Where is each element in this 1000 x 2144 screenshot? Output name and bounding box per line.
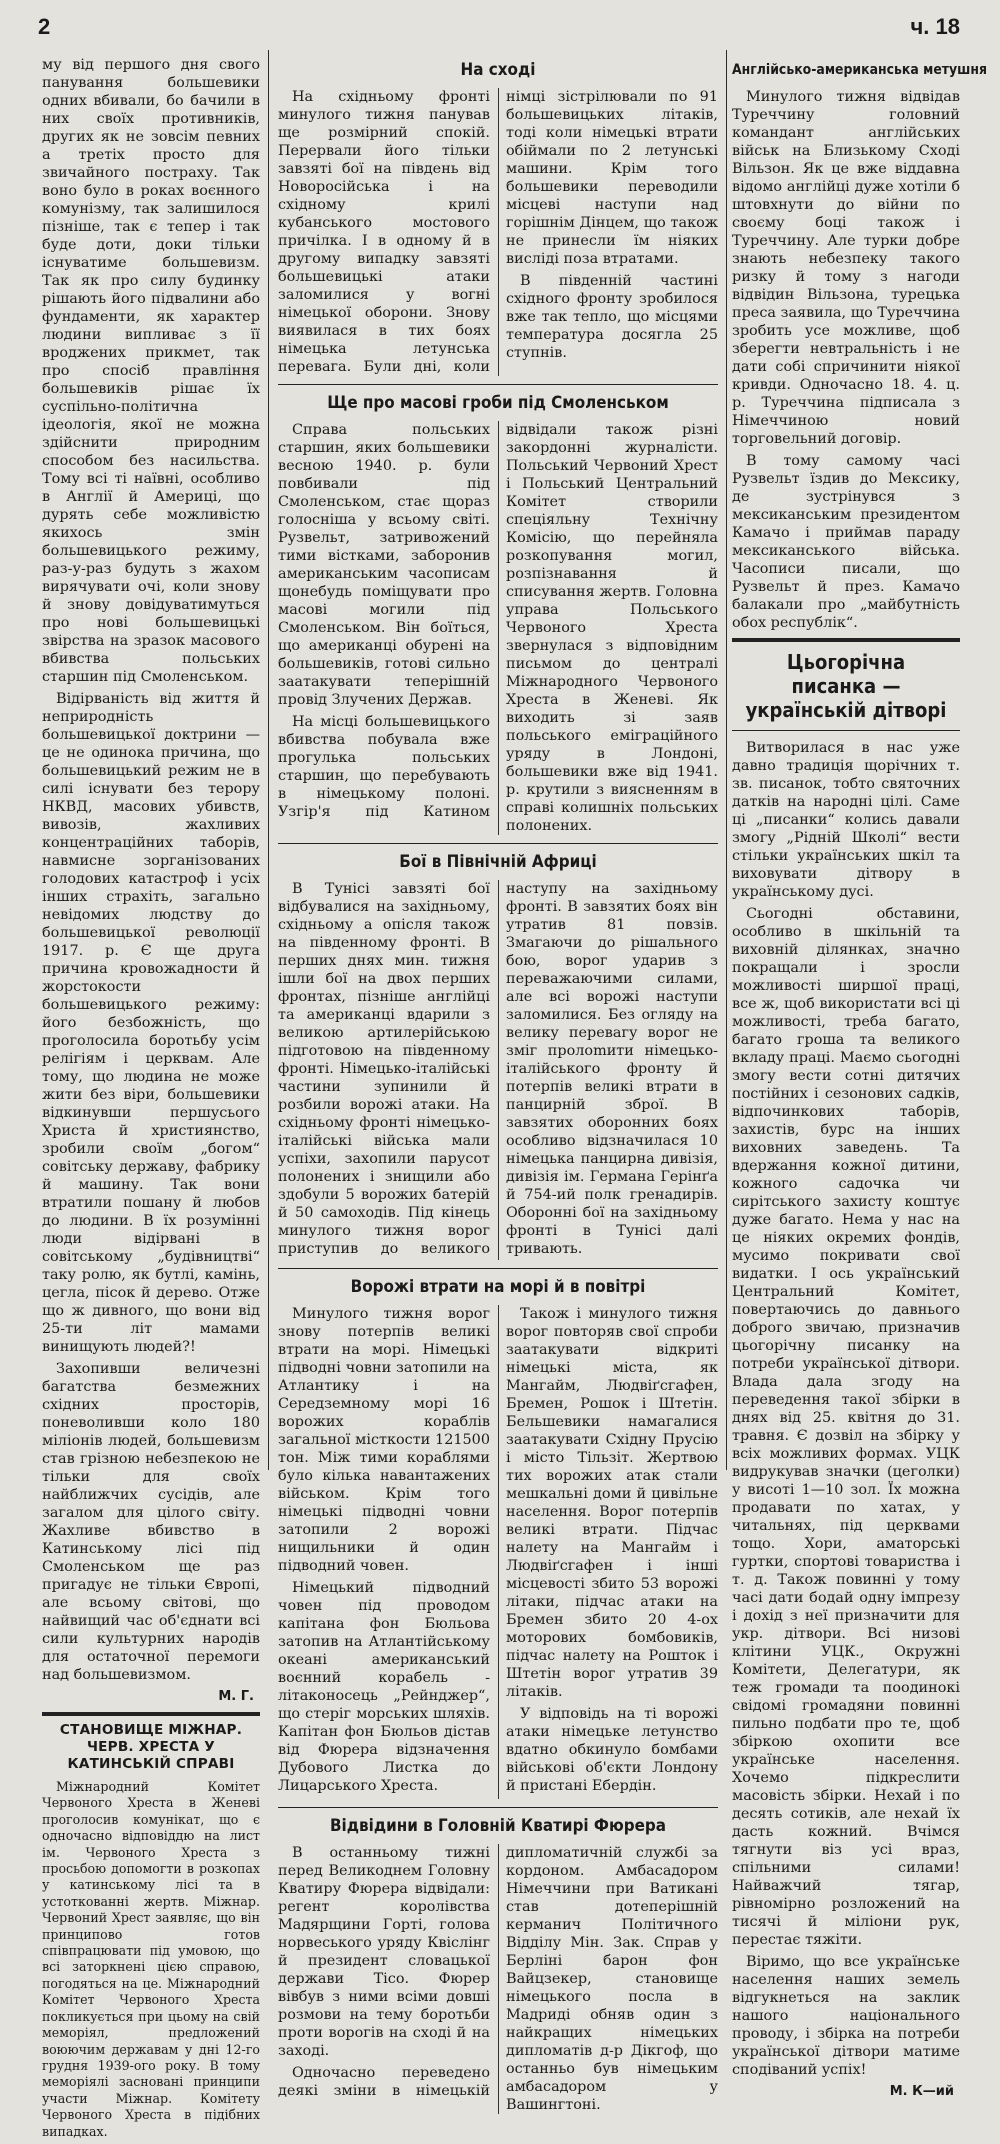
headline-east-front: На сході [460,60,536,79]
column-left [42,56,260,2144]
article-sea-air-losses [278,1305,718,1799]
section-rule [732,730,960,731]
article-paragraph: В Тунісі завзяті бої відбувалися на західньому, східньому а опісля також на південному фронті. В перших днях мин. тижня ішли бої на двох перших фронтах, пізніше англійці та американці вдарили з великою артилерійською підготовою на південному фронті. Німецько-італійські частини зупинили й розбили ворожі атаки. На східньому фронті німецько-італійські війська мали успіхи, захопили парусот полонених і знищили або здобули 5 ворожих батерій й 50 самоходів. Під кінець минулого тижня ворог приступив до великого наступу на західньому фронті. В завзятих боях він утратив 81 повзів. Змагаючи до рішального бою, ворог ударив з переважаючими силами, але всі ворожі наступи заломилися. Без огляду на велику перевагу ворог не зміг пролomити німецько-італійського фронту й потерпів великі втрати в панцирній зброї. В завзятих оборонних боях особливо відзначилася 10 німецька панцирна дивізія, дивізія ім. Германа Герінґа й 754-ий полк гренадирів. Оборонні бої на західньому фронті в Тунісі далі тривають. [278,881,718,1257]
article-paragraph: Справа польських старшин, яких большевики весною 1940. р. були повбивали під Смоленськом, стає щораз голоснішa у всьому світі. Рузвельт, затривожений тими вістками, заборонив американським часописам щонебудь поміщувати про масові могили під Смоленськом. Він боїться, що американці обурені на большевиків, готові сильно заатакувати теперішній провід Злучених Держав. [278,422,490,708]
author-signature: М. К—ий [889,2084,954,2099]
column-right [732,56,988,2101]
article-paragraph: Також і минулого тижня ворог повторяв свої спроби заатакувати відкриті німецькі міста, як Мангайм, Людвіґсгафен, Бремен, Рошок і Штетін. Бельшевики намагалися заатакувати Східну Прусію і місто Тільзіт. Жертвою тих ворожих атак стали мешкальні доми й цивільне населення. Ворог потерпів великі втрати. Підчас налету на Мангайм і Людвіґсгафен і інші місцевості збито 53 ворожі літаки, підчас атаки на Бремен збито 20 4-ох моторових бомбовиків, підчас налету на Рошток і Штетін ворог утратив 39 літаків. [506,1306,718,1700]
article-east-front [278,88,718,376]
headline-easter-egg: Цьогорічна писанка — українській дітворі [745,650,947,722]
article-north-africa [278,880,718,1260]
section-rule [42,1712,260,1716]
article-paragraph: У відповідь на ті ворожі атаки німецьке летунство вдатно обкинуло бомбами військові об'єкти Лондону й пристані Ебердін. [506,1706,718,1794]
section-rule [278,1268,718,1269]
article-paragraph: Віримо, що все українське населення наших земель відгукнеться на заклик нашого національного проводу, і збірка на потреби української дітвори матиме сподіваний успіх! [732,1954,960,2078]
article-paragraph: Одночасно переведено деякі зміни в німецькій дипломатичній службі за кордоном. Амбасадором Німеччини при Ватикані став дотеперішній керманич Політичного Відділу Мін. Зак. Справ у Берліні барон фон Вайцзекер, становище німецького посла в Мадриді обняв один з найкращих німецьких дипломатів д-р Дікгоф, що останньо був німецьким амбасадором у Вашингтоні. [278,1845,718,2113]
article-paragraph: Минулого тижня відвідав Туреччину головний командант англійських військ на Близькому Сході Вільзон. Як це вже віддавна відомо англійці дуже хотіли б штовхнути до війни по своєму боці також і Туреччину. Але турки добре знають небезпеку такого ризку й тому з нагоди відвідин Вільзона, турецька преса заявила, що Туреччина зробить усе можливе, щоб зберегти невтральність і не дати собі спричинити ніякої кривди. Одночасно 18. 4. ц. р. Туреччина підписала з Німеччиною новий торговельний договір. [732,89,960,447]
article-paragraph: Витворилася в нас уже давно традиція щорічних т. зв. писанок, тобто святочних датків на народні цілі. Саме ці „писанки“ колись давали змогу „Рідній Школі“ вести стільки українських шкіл та виховувати дітвору в українському дусі. [732,740,960,900]
article-paragraph: В останньому тижні перед Великоднем Головну Кватиру Фюрера відвідали: регент королівства Мадярщини Горті, голова норвеського уряду Квіслінг й президент словацької держави Тісо. Фюрер вівбув з ними всіми довші розмови на тему боротьби проти ворогів на сході й на заході. [278,1845,490,2059]
section-rule [278,843,718,844]
article-paragraph: На місці большевицького вбивства побувала вже прогулька польських старшин, що перебувають в німецькому полоні. Узгір'я під Катином відвідали також різні закордонні журналісти. Польський Червоний Хрест і Польський Центральний Комітет створили спеціяльну Технічну Комісію, що перейняла розкопування могил, розпізнавання й списування жертв. Головна управа Польського Червоного Хреста звернулася з відповідним письмом до централі Міжнародного Червоного Хреста в Женеві. Як виходить зі заяв польського еміграційного уряду в Лондоні, большевики вже від 1941. р. крутили з виясненням в справі колишніх польських полонених. [278,422,718,834]
article-paragraph: Сьогодні обставини, особливо в шкільній та виховній ділянках, значно покращали і зросли можливості ширшої праці, все ж, щоб використати всі ці можливості, треба багато, багато гроша та великого вкладу праці. Маємо сьогодні змогу вести сотні дитячих постійних і сезонових садків, відпочинкових таборів, захистів, бурс на інших виховних заведень. Та вдержання кожної дитини, кожного садочка чи сирітського захисту коштує дуже багато. Нема у нас на це ніяких окремих фондів, мусимо покривати свої видатки. І ось український Центральний Комітет, повертаючись до давнього доброго звичаю, призначив цьогорічну писанку на потреби української дітвори. Влада дала згоду на переведення такої збірки в днях від 25. квітня до 31. травня. Є дозвіл на збірку у всіх можливих формах. УЦК видрукував значки (цеголки) у висоті 1—10 зол. Їх можна продавати по хатах, у читальнях, під церквами тощо. Хори, аматорські гуртки, спортові товариства і т. д. Також повинні у тому часі дати бодай одну імпрезу і дохід з неї призначити для укр. дітвори. Всі низові клітини УЦК., Окружні Комітети, Делегатури, як теж громади та поодинокі свідомі громадяни повинні пильно подбати про те, щоб збіркою охопити все українське населення. Хочемо підкреслити масовість збірки. Нехай і по десять сотиків, але нехай їх дасть кожний. Вчімся тягнути віз усі враз, спільними силами! Найважчий тягар, рівномірно розложений на тисячі й міліони рук, перестає тяжіти. [732,906,960,1948]
headline-north-africa: Бої в Північній Африці [399,852,597,871]
headline-smolensk-graves: Ще про масові гроби під Смоленськом [327,393,669,412]
page-number-right: ч. 18 [910,14,960,39]
headline-sea-air-losses: Ворожі втрати на морі й в повітрі [350,1277,646,1296]
column-divider-right [726,50,727,1470]
article-smolensk-graves [278,421,718,835]
author-signature: М. Г. [218,1689,254,1704]
red-cross-text: Міжнародний Комітет Червоного Хреста в Женеві проголосив комунікат, що є одночасно відповіддю на лист ім. Червоного Хреста з просьбою допомогти в розкопах у катинському лісі та в устоткованні жертв. Міжнар. Червоний Хрест заявляє, що він принципово готов співпрацювати під умовою, що всі заторкнені цією справою, погодяться на це. Міжнародний Комітет Червоного Хреста покликується при цьому на свій меморіял, предложений воюючим державам у дні 12-го грудня 1939-ого року. В тому меморіялі засновані принципи участи Міжнар. Комітету Червоного Хреста в підібних випадках. [42,1779,260,2139]
article-paragraph: В тому самому часі Рузвельт їздив до Мексику, де зустрінувся з мексиканським президентом Камачо і приймав параду мексиканського війська. Часописи писали, що Рузвельт й през. Камачо балакали про „майбутність обох республік“. [732,453,960,631]
article-paragraph: му від першого дня свого панування большевики одних вбивали, бо бачили в них своїх противників, других як не зовсім певних а третіх просто для звичайного постраху. Так воно було в роках воєнного комунізму, так залишилося пізніше, так є тепер і так буде доти, доки тільки існуватиме большевизм. Так як про силу будинку рішають його підвалини або фундаменти, як характер людини випливає з її вроджених прикмет, так про спосіб правління большевиків рішає їх суспільно-політична ідеологія, якої не можна здійснити природним способом без насильства. Тому всі ті наївні, особливо в Англії й Америці, що дурять себе можливістю якихось змін большевицького режиму, раз-у-раз будуть з жахом вирячувати очі, коли знову й знову довідуватимуться про нові большевицькі звірства на зразок масового вбивства польських старшин під Смоленськом. [42,57,260,685]
article-paragraph: В південній частині східного фронту зробилося вже так тепло, що місцями температура досягла 25 ступнів. [506,273,718,361]
headline-anglo-american: Англійсько-американська метушня [732,62,988,78]
headline-fuhrer-hq: Відвідини в Головній Кватирі Фюрера [329,1816,667,1835]
red-cross-heading: СТАНОВИЩЕ МІЖНАР. ЧЕРВ. ХРЕСТА У КАТИНСЬКІЙ СПРАВІ [59,1722,243,1772]
column-middle [278,56,718,2114]
article-fuhrer-hq [278,1844,718,2114]
section-rule [278,384,718,385]
article-paragraph: Німецький підводний човен під проводом капітана фон Бюльова затопив на Атлантійському океані американський воєнний корабель - літаконосець „Рейнджер“, що стеріг морських шляхів. Капітан фон Бюльов дістав від Фюрера відзначення Дубового Листка до Лицарського Хреста. [278,1580,490,1794]
section-rule [732,638,960,642]
column-divider-left [268,50,269,1470]
section-rule [278,1807,718,1808]
page-number-left: 2 [38,14,51,39]
article-paragraph: Минулого тижня ворог знову потерпів великі втрати на морі. Німецькі підводні човни затопили на Атлантику і на Середземному морі 16 ворожих кораблів загальної місткости 121500 тон. Між тими кораблями було кілька навантажених військом. Крім того німецькі підводні човни затопили 2 ворожі нищильники й один підводний човен. [278,1306,490,1574]
article-paragraph: На східньому фронті минулого тижня панував ще розмірний спокій. Перервали його тільки завзяті бої на південь від Новоросійська і на східному крилі кубанського мостового причілка. І в одному й в другому випадку завзяті большевицькі атаки заломилися у вогні німецької оборони. Знову виявилася в тих боях німецька летунська перевага. Були дні, коли німці зістрілювали по 91 большевицьких літаків, тоді коли німецькі втрати обіймали по 2 летунські машини. Крім того большевики переводили місцеві наступи над горішнім Дінцем, що також не принесли їм ніяких висліді поза втратами. [278,89,718,375]
article-paragraph: Захопивши величезні багатства безмежних східних просторів, поневоливши коло 180 міліонів людей, большевизм став грізною небезпекою не тільки для своїх найближчих сусідів, але загалом для цілого світу. Жахливе вбивство в Катинському лісі під Смоленськом ще раз пригадує не тільки Європі, але всьому світові, що найвищий час об'єднати всі сили культурних народів для остаточної перемоги над большевизмом. [42,1361,260,1683]
article-paragraph: Відірваність від життя й неприродність большевицької доктрини — це не одинока причина, що большевицький режим не в силі існувати без терору НКВД, масових убивств, вивозів, жахливих концентраційних таборів, навмисне зорганізованих голодових катастроф і усіх інших страхіть, загально невідомих людству до большевицької революції 1917. р. Є ще друга причина кровожадности й жорстокости большевицького режиму: його безбожність, що проголосила боротьбу усім релігіям і церквам. Але тому, що людина не може жити без віри, большевики відкинувши першусього Христа й християнство, зробили своїм „богом“ совітську державу, фабрику й машину. Так вони втратили пошану й любов до людини. В їх розумінні люди відірвані в совітському „будівництві“ таку ролю, як бутлі, камінь, цегла, пісок й дерево. Отже що ж дивного, що вони від 25-ти літ мамами винищують людей?! [42,691,260,1355]
